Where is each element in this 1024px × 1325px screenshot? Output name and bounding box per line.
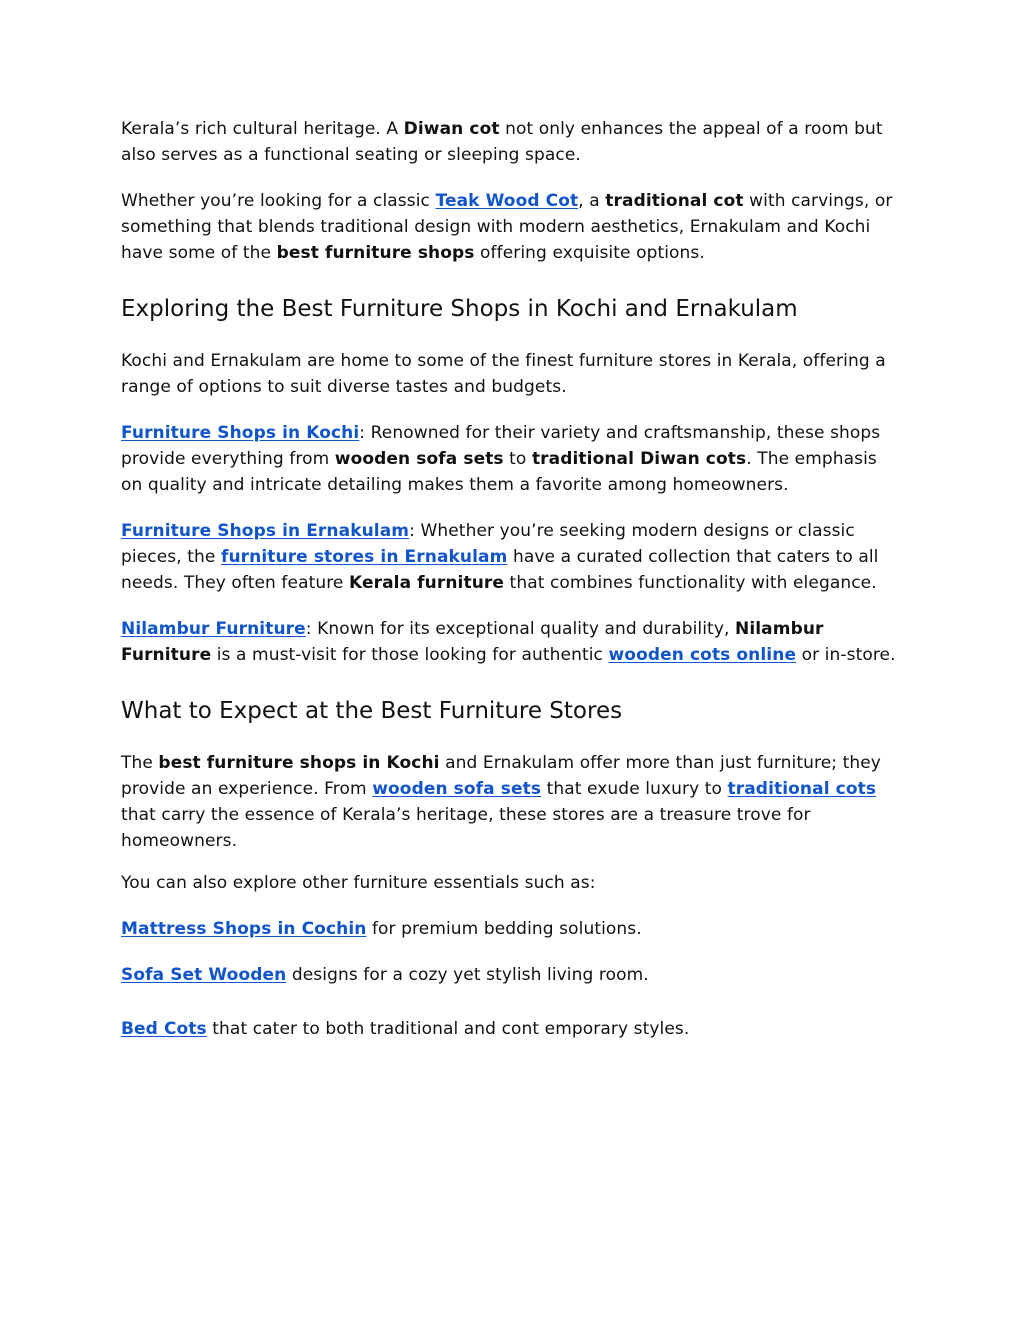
paragraph-best-shops-kochi: The best furniture shops in Kochi and Ernakulam offer more than just furniture; they provide an experience. From wooden sofa sets that exude luxury to traditional cots that carry the essence of Kerala’s heritage, these stores are a treasure trove for homeowners. xyxy=(121,753,881,851)
bold-nilambur-furniture: Nilambur Furniture xyxy=(121,619,824,665)
link-mattress-shops-cochin[interactable]: Mattress Shops in Cochin xyxy=(121,919,367,939)
link-wooden-sofa-sets[interactable]: wooden sofa sets xyxy=(372,779,542,799)
paragraph-bed-cots: Bed Cots that cater to both traditional and cont emporary styles. xyxy=(121,1019,690,1039)
heading-what-to-expect: What to Expect at the Best Furniture Stores xyxy=(121,698,623,724)
bold-traditional-cot: traditional cot xyxy=(605,191,744,211)
link-furniture-shops-kochi[interactable]: Furniture Shops in Kochi xyxy=(121,423,360,443)
heading-exploring: Exploring the Best Furniture Shops in Kochi and Ernakulam xyxy=(121,296,798,322)
paragraph-sofa-set: Sofa Set Wooden designs for a cozy yet stylish living room. xyxy=(121,965,649,985)
link-sofa-set-wooden[interactable]: Sofa Set Wooden xyxy=(121,965,287,985)
link-wooden-cots-online[interactable]: wooden cots online xyxy=(608,645,797,665)
paragraph-explore-essentials: You can also explore other furniture essentials such as: xyxy=(121,873,596,893)
paragraph-nilambur: Nilambur Furniture: Known for its exceptional quality and durability, Nilambur Furniture is a must-visit for those looking for authentic wooden cots online or in-store. xyxy=(121,619,896,665)
paragraph-shops-kochi: Furniture Shops in Kochi: Renowned for their variety and craftsmanship, these shops provide everything from wooden sofa sets to traditional Diwan cots. The emphasis on quality and intricate detailing makes them a favorite among homeowners. xyxy=(121,423,881,495)
bold-kerala-furniture: Kerala furniture xyxy=(349,573,505,593)
paragraph-intro: Kerala’s rich cultural heritage. A Diwan cot not only enhances the appeal of a room but also serves as a functional seating or sleeping space. xyxy=(121,119,883,165)
link-furniture-shops-ernakulam[interactable]: Furniture Shops in Ernakulam xyxy=(121,521,410,541)
bold-best-furniture-shops-kochi: best furniture shops in Kochi xyxy=(158,753,440,773)
bold-wooden-sofa-sets: wooden sofa sets xyxy=(334,449,504,469)
paragraph-shops-ernakulam: Furniture Shops in Ernakulam: Whether you’re seeking modern designs or classic pieces, the furniture stores in Ernakulam have a curated collection that caters to all needs. They often feature Kerala furniture that combines functionality with elegance. xyxy=(121,521,879,593)
document-page xyxy=(121,116,901,1042)
link-bed-cots[interactable]: Bed Cots xyxy=(121,1019,207,1039)
bold-traditional-diwan-cots: traditional Diwan cots xyxy=(531,449,747,469)
link-traditional-cots[interactable]: traditional cots xyxy=(727,779,877,799)
link-nilambur-furniture[interactable]: Nilambur Furniture xyxy=(121,619,306,639)
paragraph-kochi-ernakulam: Kochi and Ernakulam are home to some of the finest furniture stores in Kerala, offering a range of options to suit diverse tastes and budgets. xyxy=(121,351,886,397)
paragraph-mattress: Mattress Shops in Cochin for premium bedding solutions. xyxy=(121,919,642,939)
paragraph-whether: Whether you’re looking for a classic Teak Wood Cot, a traditional cot with carvings, or something that blends traditional design with modern aesthetics, Ernakulam and Kochi have some of the best furniture shops offering exquisite options. xyxy=(121,191,893,263)
bold-best-furniture-shops: best furniture shops xyxy=(276,243,475,263)
link-teak-wood-cot[interactable]: Teak Wood Cot xyxy=(435,191,579,211)
link-furniture-stores-ernakulam[interactable]: furniture stores in Ernakulam xyxy=(220,547,508,567)
bold-diwan-cot: Diwan cot xyxy=(403,119,500,139)
